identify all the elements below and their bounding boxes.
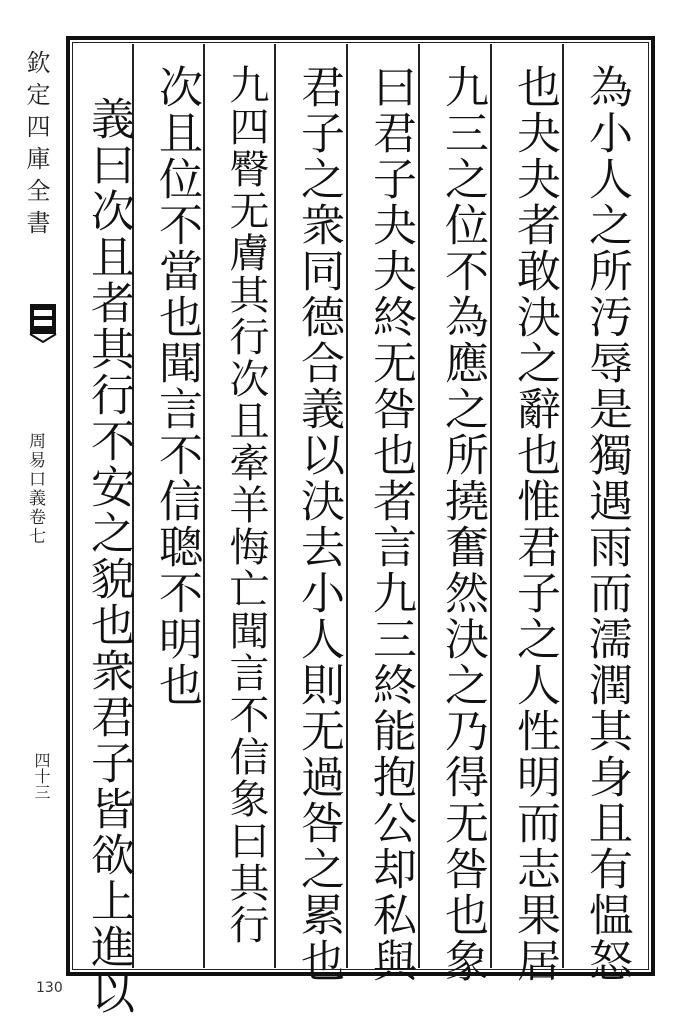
margin-book-title: 欽定四庫全書: [22, 50, 50, 242]
text-column-2: 也夬夬者敢決之辭也惟君子之人性明而志果居: [509, 64, 560, 984]
text-column-3: 九三之位不為應之所撓奮然決之乃得无咎也象: [437, 64, 488, 984]
text-column-1: 為小人之所汚辱是獨遇雨而濡潤其身且有愠怒: [581, 64, 632, 984]
text-column-4: 曰君子夬夬終无咎也者言九三終能抱公却私與: [365, 64, 416, 984]
text-column-5: 君子之衆同德合義以決去小人則无過咎之累也: [293, 64, 344, 984]
margin-page-number: 四十三: [32, 752, 51, 800]
text-column-6: 九四臀无膚其行次且牽羊悔亡聞言不信象曰其行: [223, 64, 269, 946]
margin-volume-title: 周易口義卷七: [25, 432, 45, 546]
text-column-7: 次且位不當也聞言不信聰不明也: [151, 64, 202, 708]
text-column-8: 義曰次且者其行不安之貌也衆君子皆欲上進以: [83, 96, 134, 1016]
fishtail-mark-icon: [26, 298, 60, 344]
footer-mark: 130: [36, 980, 63, 996]
